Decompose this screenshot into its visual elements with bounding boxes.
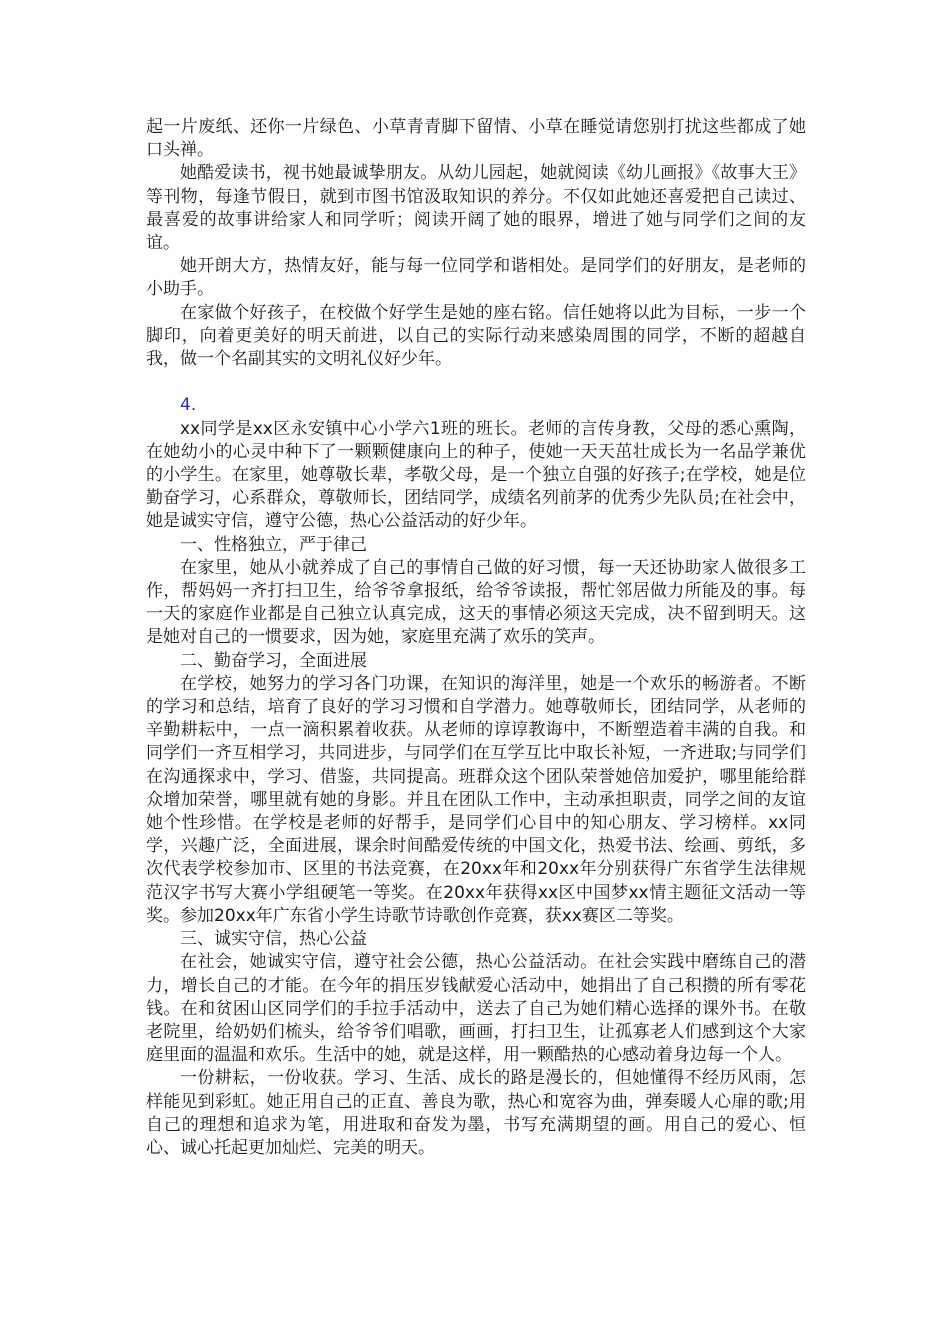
paragraph-personality: 她开朗大方，热情友好，能与每一位同学和谐相处。是同学们的好朋友，是老师的小助手。	[146, 256, 806, 300]
paragraph-continuation: 起一片废纸、还你一片绿色、小草青青脚下留情、小草在睡觉请您别打扰这些都成了她口头禅。	[146, 117, 806, 161]
paragraph-intro: xx同学是xx区永安镇中心小学六1班的班长。老师的言传身教，父母的悉心熏陶，在她幼小的心灵中种下了一颗颗健康向上的种子，使她一天天茁壮成长为一名品学兼优的小学生。在家里，她尊敬长辈，孝敬父母，是一个独立自强的好孩子;在学校，她是位勤奋学习，心系群众，尊敬师长，团结同学，成绩名列前茅的优秀少先队员;在社会中，她是诚实守信，遵守公德，热心公益活动的好少年。	[146, 418, 806, 532]
section-number: 4.	[180, 395, 197, 416]
paragraph-independence: 在家里，她从小就养成了自己的事情自己做的好习惯，每一天还协助家人做很多工作，帮妈妈一齐打扫卫生，给爷爷拿报纸，给爷爷读报，帮忙邻居做力所能及的事。每一天的家庭作业都是自己独立认真完成，这天的事情必须这天完成，决不留到明天。这是她对自己的一惯要求，因为她，家庭里充满了欢乐的笑声。	[146, 557, 806, 648]
heading-study: 二、勤奋学习，全面进展	[180, 650, 367, 671]
paragraph-conclusion: 一份耕耘，一份收获。学习、生活、成长的路是漫长的，但她懂得不经历风雨，怎样能见到彩虹。她正用自己的正直、善良为歌，热心和宽容为曲，弹奏暖人心扉的歌;用自己的理想和追求为笔，用进取和奋发为墨，书写充满期望的画。用自己的爱心、恒心、诚心托起更加灿烂、完美的明天。	[146, 1068, 806, 1158]
paragraph-integrity: 在社会，她诚实守信，遵守社会公德，热心公益活动。在社会实践中磨练自己的潜力，增长自己的才能。在今年的捐压岁钱献爱心活动中，她捐出了自己积攒的所有零花钱。在和贫困山区同学们的手拉手活动中，送去了自己为她们精心选择的课外书。在敬老院里，给奶奶们梳头，给爷爷们唱歌，画画，打扫卫生，让孤寡老人们感到这个大家庭里面的温温和欢乐。生活中的她，就是这样，用一颗酷热的心感动着身边每一个人。	[146, 952, 806, 1066]
paragraph-reading: 她酷爱读书，视书她最诚挚朋友。从幼儿园起，她就阅读《幼儿画报》《故事大王》等刊物，每逢节假日，就到市图书馆汲取知识的养分。不仅如此她还喜爱把自己读过、最喜爱的故事讲给家人和同学听；阅读开阔了她的眼界，增进了她与同学们之间的友谊。	[146, 163, 806, 254]
heading-independence: 一、性格独立，严于律己	[180, 534, 367, 555]
document-body	[146, 116, 806, 1160]
paragraph-study: 在学校，她努力的学习各门功课，在知识的海洋里，她是一个欢乐的畅游者。不断的学习和总结，培育了良好的学习习惯和自学潜力。她尊敬师长，团结同学，从老师的辛勤耕耘中，一点一滴积累着收获。从老师的谆谆教诲中，不断塑造着丰满的自我。和同学们一齐互相学习，共同进步，与同学们在互学互比中取长补短，一齐进取;与同学们在沟通探求中，学习、借鉴，共同提高。班群众这个团队荣誉她倍加爱护，哪里能给群众增加荣誉，哪里就有她的身影。并且在团队工作中，主动承担职责，同学之间的友谊她个性珍惜。在学校是老师的好帮手，是同学们心目中的知心朋友、学习榜样。xx同学，兴趣广泛，全面进展，课余时间酷爱传统的中国文化，热爱书法、绘画、剪纸，多次代表学校参加市、区里的书法竞赛，在20xx年和20xx年分别获得广东省学生法律规范汉字书写大赛小学组硬笔一等奖。在20xx年获得xx区中国梦xx情主题征文活动一等奖。参加20xx年广东省小学生诗歌节诗歌创作竞赛，获xx赛区二等奖。	[146, 673, 806, 926]
heading-integrity: 三、诚实守信，热心公益	[180, 929, 367, 950]
blank-line	[146, 371, 806, 394]
paragraph-motto: 在家做个好孩子，在校做个好学生是她的座右铭。信任她将以此为目标，一步一个脚印，向着更美好的明天前进，以自己的实际行动来感染周围的同学，不断的超越自我，做一个名副其实的文明礼仪好少年。	[146, 302, 806, 370]
